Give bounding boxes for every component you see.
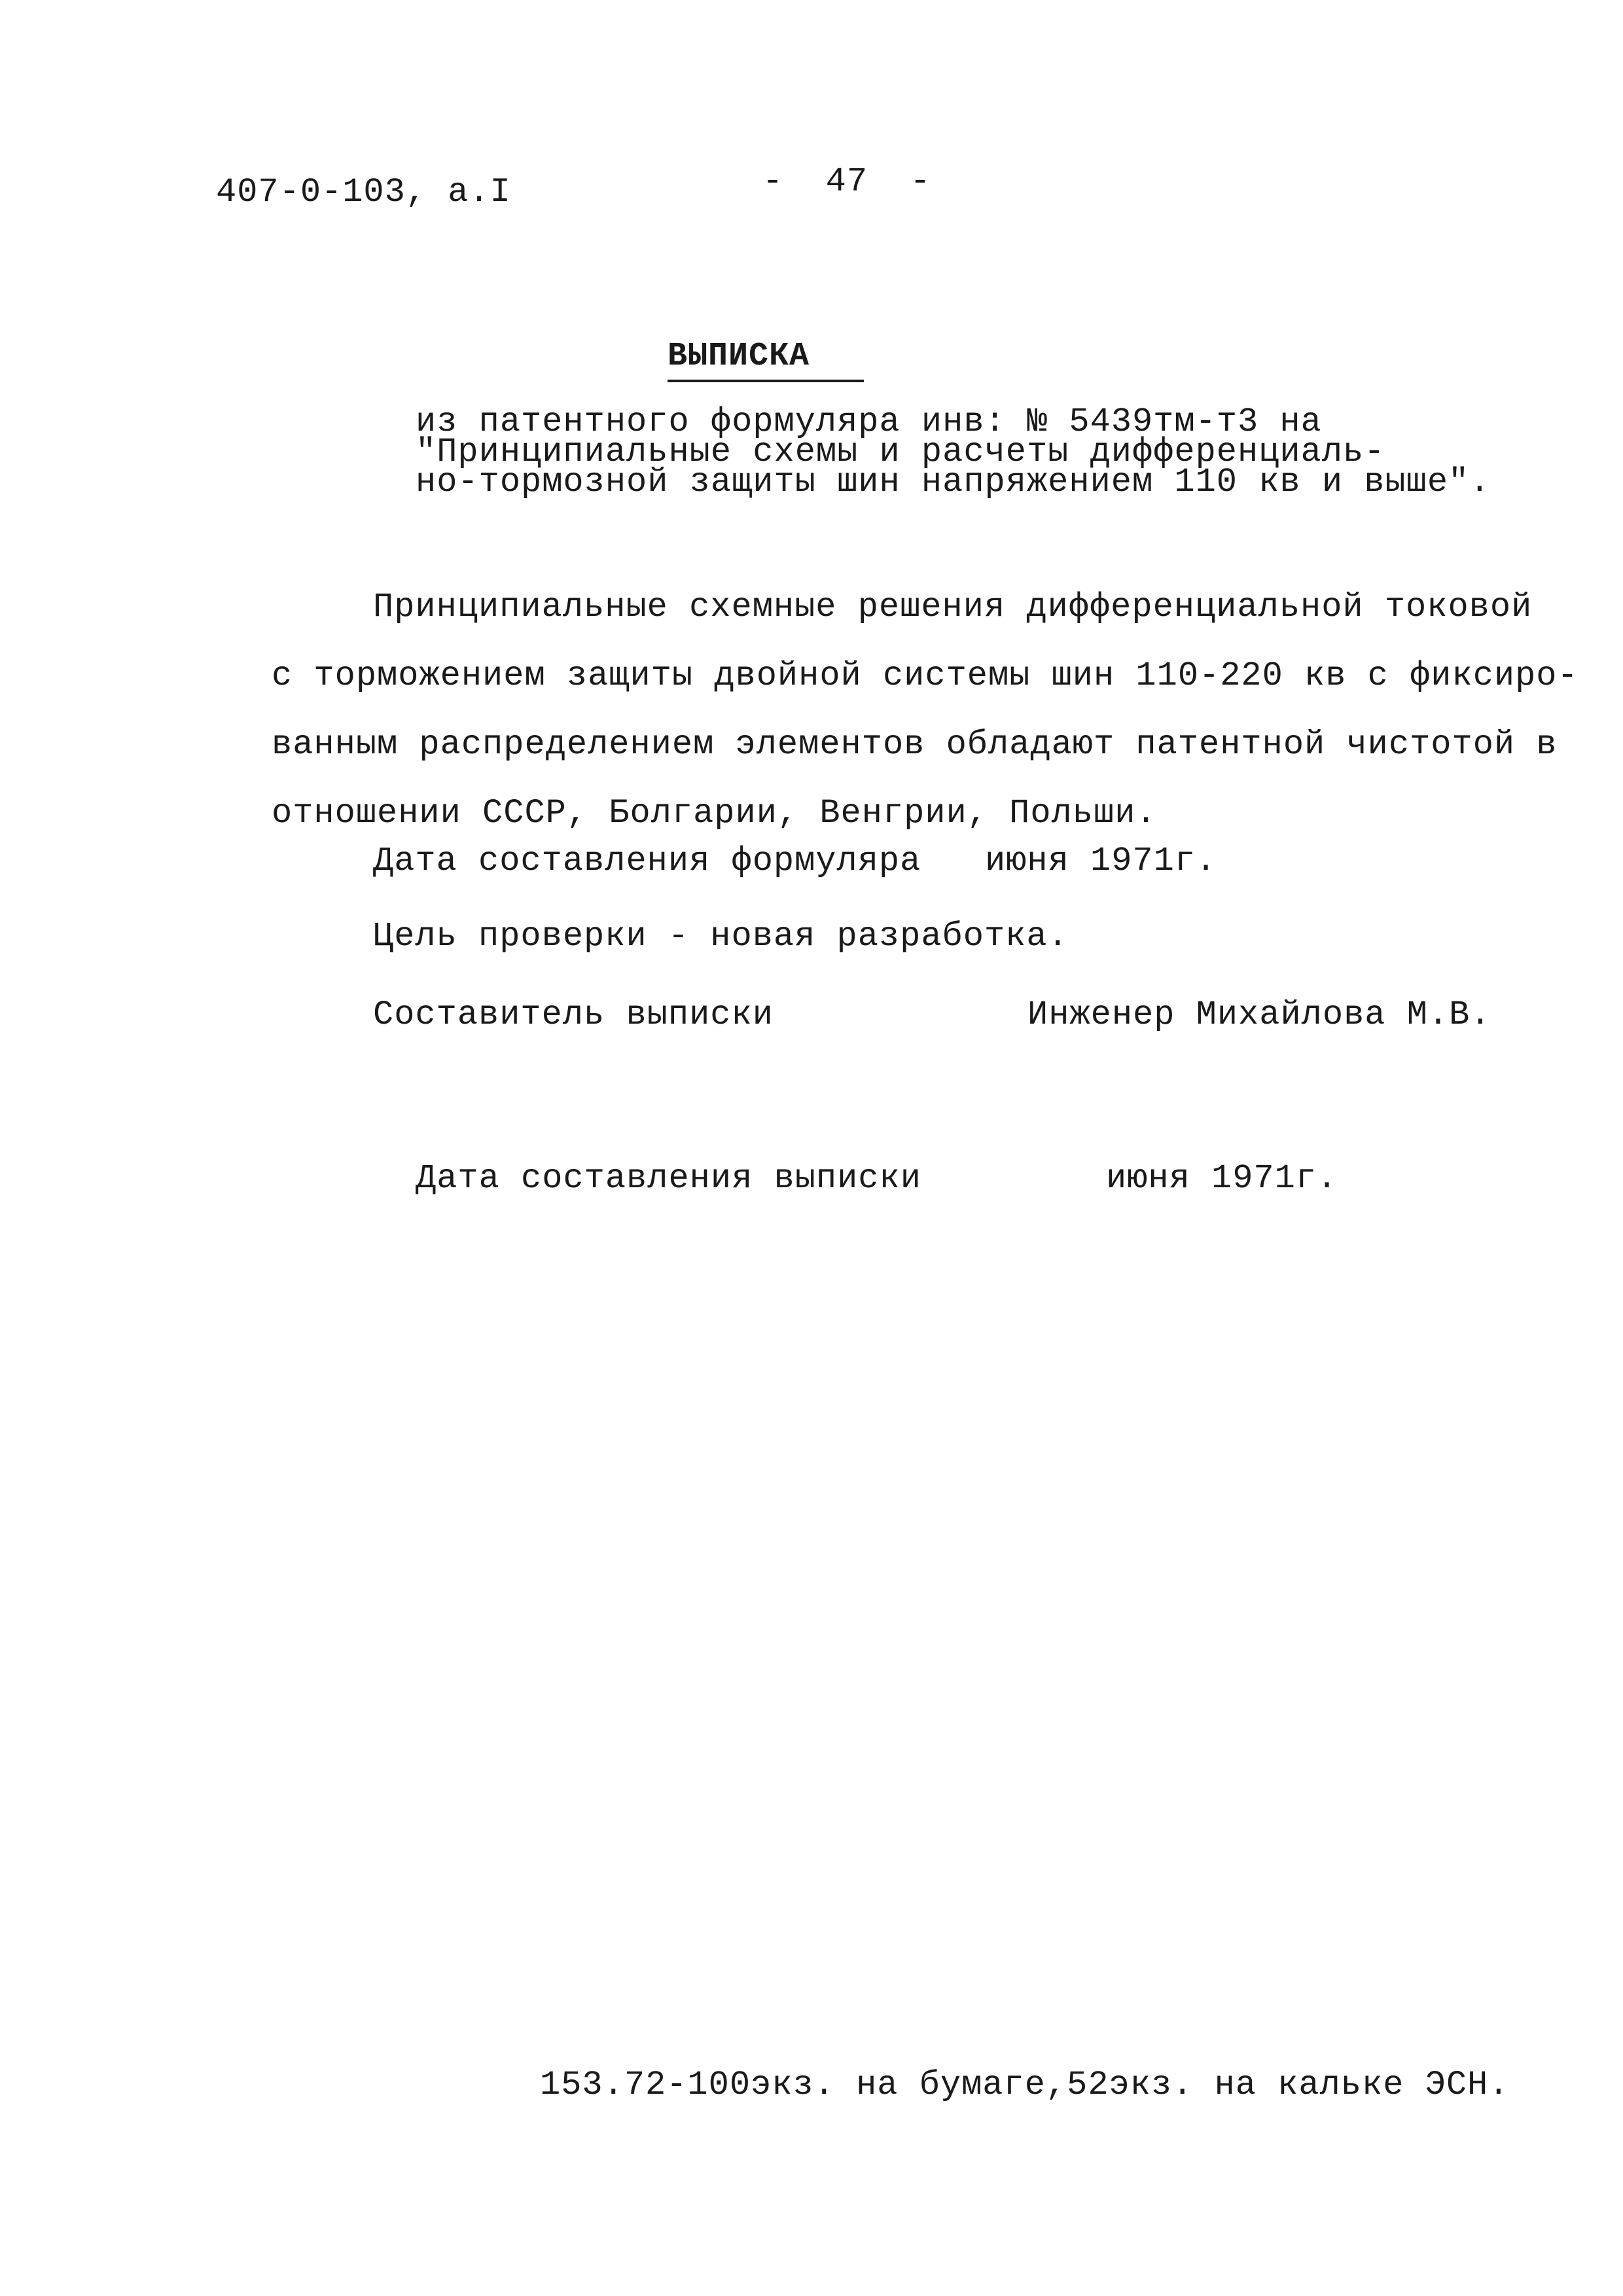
check-purpose: Цель проверки - новая разработка. (373, 917, 1069, 956)
page-number: - 47 - (762, 162, 931, 201)
document-code: 407-0-103, а.I (216, 173, 511, 211)
subtitle (416, 403, 1491, 501)
body-line: ванным распределением элементов обладают патентной чистотой в (272, 725, 1558, 764)
subtitle-line: но-тормозной защиты шин напряжением 110 кв и выше". (416, 463, 1491, 501)
subtitle-line: из патентного формуляра инв: № 5439тм-т3 на (416, 403, 1322, 441)
formular-date-value: июня 1971г. (985, 842, 1217, 880)
compiler-name: Инженер Михайлова М.В. (1027, 996, 1491, 1034)
body-line: с торможением защиты двойной системы шин 110-220 кв с фиксиро- (272, 656, 1578, 695)
print-run-note: 153.72-100экз. на бумаге,52экз. на кальке ЭСН. (540, 2066, 1510, 2104)
compiler-label: Составитель выписки (373, 996, 774, 1034)
extract-date-label: Дата составления выписки (416, 1159, 921, 1198)
document-title: ВЫПИСКА (668, 340, 864, 382)
body-line: отношении СССР, Болгарии, Венгрии, Польши. (272, 794, 1157, 833)
body-paragraph (272, 573, 1578, 848)
formular-date-label: Дата составления формуляра (373, 842, 921, 880)
subtitle-line: "Принципиальные схемы и расчеты дифференциаль- (416, 433, 1385, 471)
body-line: Принципиальные схемные решения дифференциальной токовой (373, 588, 1533, 626)
extract-date-value: июня 1971г. (1106, 1159, 1338, 1198)
